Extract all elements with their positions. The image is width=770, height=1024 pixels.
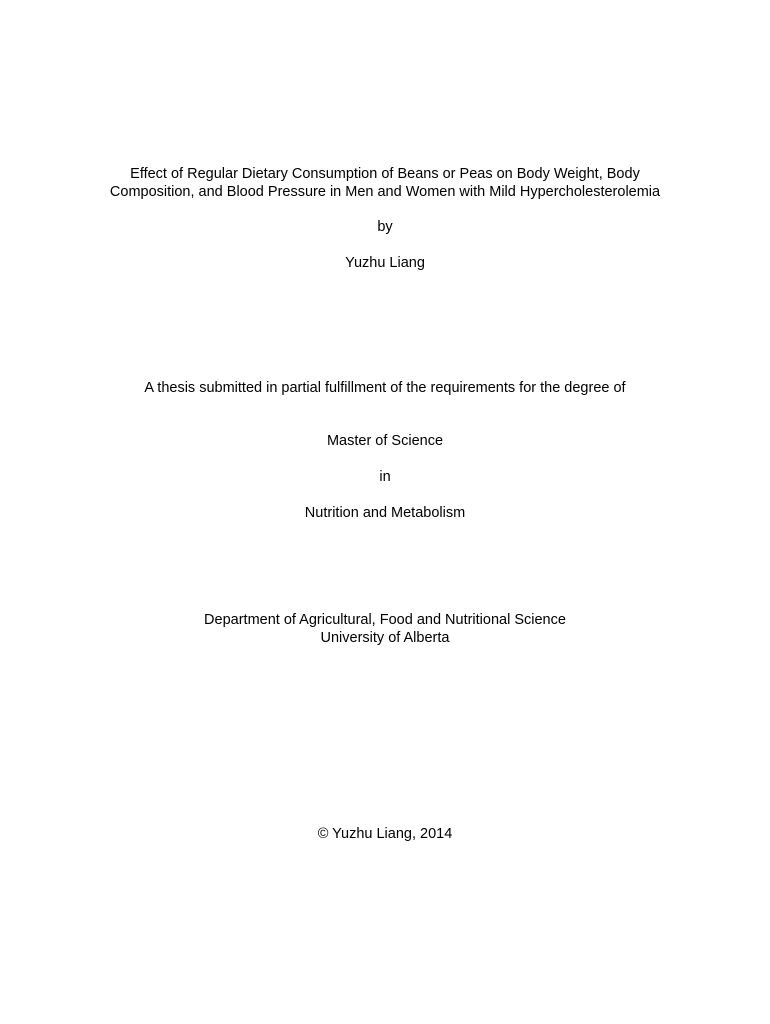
author-name: Yuzhu Liang	[345, 255, 425, 271]
degree-name: Master of Science	[326, 433, 444, 449]
submission-statement: A thesis submitted in partial fulfillment of the requirements for the degree of	[144, 380, 626, 396]
field-of-study: Nutrition and Metabolism	[304, 505, 466, 521]
thesis-title-line-1: Effect of Regular Dietary Consumption of Beans or Peas on Body Weight, Body	[130, 166, 640, 182]
university-name: University of Alberta	[320, 630, 450, 646]
copyright-notice: © Yuzhu Liang, 2014	[317, 826, 453, 842]
in-label: in	[379, 469, 391, 485]
thesis-title-line-2: Composition, and Blood Pressure in Men and Women with Mild Hypercholesterolemia	[109, 184, 661, 200]
by-label: by	[377, 219, 393, 235]
department-name: Department of Agricultural, Food and Nutritional Science	[204, 612, 566, 628]
